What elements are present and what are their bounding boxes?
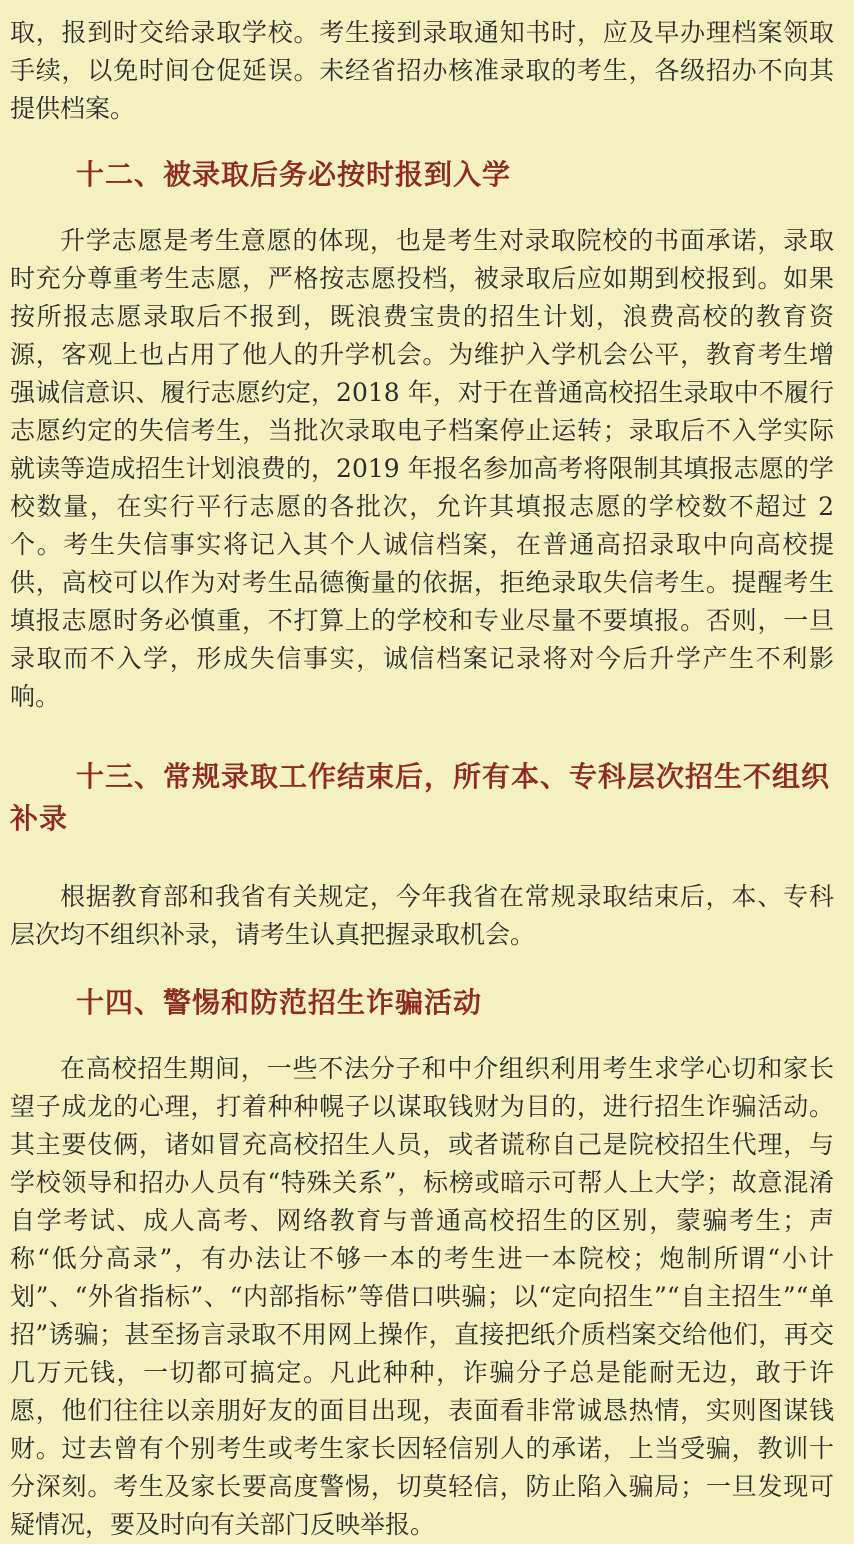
section-13-heading: 十三、常规录取工作结束后，所有本、专科层次招生不组织补录 (10, 760, 831, 835)
section-12-heading: 十二、被录取后务必按时报到入学 (76, 158, 512, 191)
section-14-paragraph: 在高校招生期间，一些不法分子和中介组织利用考生求学心切和家长望子成龙的心理，打着种种幌子以谋取钱财为目的，进行招生诈骗活动。其主要伎俩，诸如冒充高校招生人员，或者谎称自己是院校招生代理，与学校领导和招办人员有“特殊关系”，标榜或暗示可帮人上大学；故意混淆自学考试、成人高考、网络教育与普通高校招生的区别，蒙骗考生；声称“低分高录”，有办法让不够一本的考生进一本院校；炮制所谓“小计划”、“外省指标”、“内部指标”等借口哄骗；以“定向招生”“自主招生”“单招”诱骗；甚至扬言录取不用网上操作，直接把纸介质档案交给他们，再交几万元钱，一切都可搞定。凡此种种，诈骗分子总是能耐无边，敢于许愿，他们往往以亲朋好友的面目出现，表面看非常诚恳热情，实则图谋钱财。过去曾有个别考生或考生家长因轻信别人的承诺，上当受骗，教训十分深刻。考生及家长要高度警惕，切莫轻信，防止陷入骗局；一旦发现可疑情况，要及时向有关部门反映举报。 (10, 1054, 834, 1539)
section-13-paragraph: 根据教育部和我省有关规定，今年我省在常规录取结束后，本、专科层次均不组织补录，请考生认真把握录取机会。 (10, 882, 834, 949)
section-14-heading: 十四、警惕和防范招生诈骗活动 (76, 986, 483, 1019)
section-12-paragraph: 升学志愿是考生意愿的体现，也是考生对录取院校的书面承诺，录取时充分尊重考生志愿，严格按志愿投档，被录取后应如期到校报到。如果按所报志愿录取后不报到，既浪费宝贵的招生计划，浪费高校的教育资源，客观上也占用了他人的升学机会。为维护入学机会公平，教育考生增强诚信意识、履行志愿约定，2018 年，对于在普通高校招生录取中不履行志愿约定的失信考生，当批次录取电子档案停止运转；录取后不入学实际就读等造成招生计划浪费的，2019 年报名参加高考将限制其填报志愿的学校数量，在实行平行志愿的各批次，允许其填报志愿的学校数不超过 2 个。考生失信事实将记入其个人诚信档案，在普通高招录取中向高校提供，高校可以作为对考生品德衡量的依据，拒绝录取失信考生。提醒考生填报志愿时务必慎重，不打算上的学校和专业尽量不要填报。否则，一旦录取而不入学，形成失信事实，诚信档案记录将对今后升学产生不利影响。 (10, 226, 834, 711)
intro-paragraph: 取，报到时交给录取学校。考生接到录取通知书时，应及早办理档案领取手续，以免时间仓促延误。未经省招办核准录取的考生，各级招办不向其提供档案。 (10, 18, 834, 123)
